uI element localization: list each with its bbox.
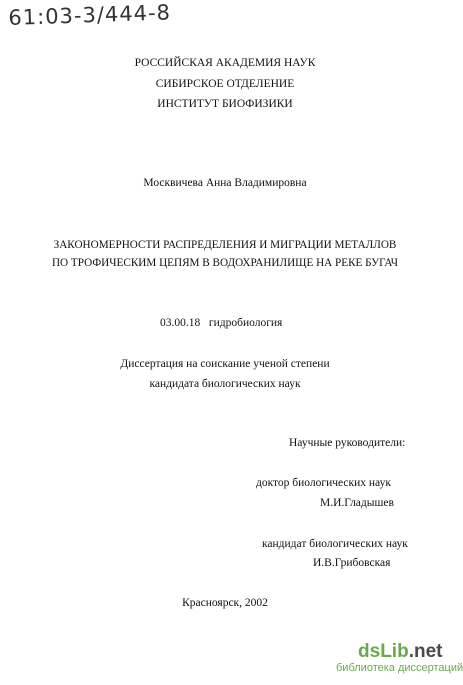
supervisors-heading: Научные руководители: (289, 437, 406, 449)
institution-line-2: СИБИРСКОЕ ОТДЕЛЕНИЕ (155, 78, 295, 90)
watermark-logo-ds: ds (358, 641, 381, 662)
degree-line-2: кандидата биологических наук (149, 378, 301, 390)
watermark-logo-lib: Lib (380, 641, 409, 662)
place-and-year: Красноярск, 2002 (182, 597, 268, 609)
supervisor-1-name: М.И.Гладышев (320, 497, 394, 509)
author-name: Москвичева Анна Владимировна (143, 177, 307, 189)
supervisor-1-title: доктор биологических наук (256, 477, 391, 489)
thesis-title-line-1: ЗАКОНОМЕРНОСТИ РАСПРЕДЕЛЕНИЯ И МИГРАЦИИ МЕТАЛЛОВ (53, 239, 397, 251)
dslib-watermark-logo (358, 641, 442, 663)
institution-line-3: ИНСТИТУТ БИОФИЗИКИ (157, 98, 293, 110)
degree-line-1: Диссертация на соискание ученой степени (120, 358, 330, 370)
dslib-watermark-subtitle: библиотека диссертаций (336, 662, 463, 674)
supervisor-2-title: кандидат биологических наук (262, 538, 408, 550)
thesis-title-line-2: ПО ТРОФИЧЕСКИМ ЦЕПЯМ В ВОДОХРАНИЛИЩЕ НА РЕКЕ БУГАЧ (51, 257, 399, 269)
institution-line-1: РОССИЙСКАЯ АКАДЕМИЯ НАУК (134, 57, 316, 69)
specialty-code: 03.00.18 гидробиология (160, 317, 283, 329)
handwritten-archive-note: 61:03-3/444-8 (8, 0, 172, 30)
supervisor-2-name: И.В.Грибовская (313, 557, 391, 569)
watermark-logo-net: .net (408, 641, 443, 662)
